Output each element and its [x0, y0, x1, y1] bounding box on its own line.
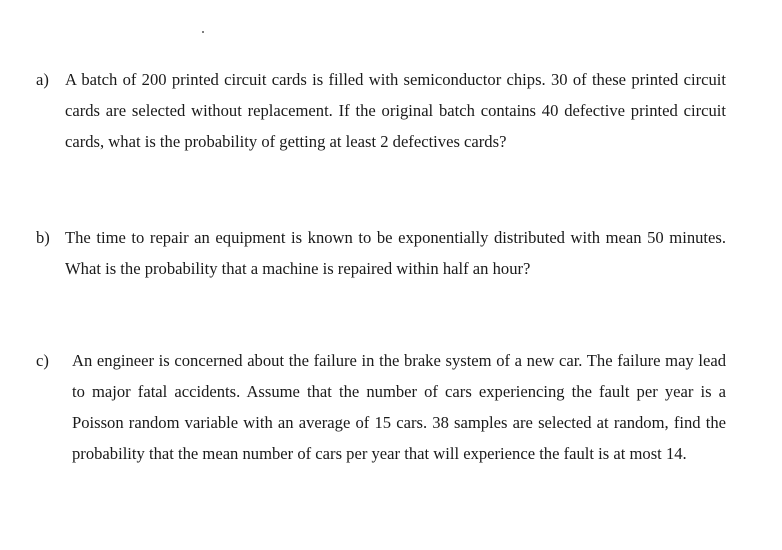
question-a-text: A batch of 200 printed circuit cards is filled with semiconductor chips. 30 of these printed circuit cards are selected without replacement. If the original batch contains 40 defective printed circuit cards, what is the probability of getting at least 2 defectives cards?: [65, 70, 726, 151]
scan-speck: [202, 31, 204, 33]
question-a-label: a): [36, 70, 49, 89]
question-b-text: The time to repair an equipment is known to be exponentially distributed with mean 50 minutes. What is the probability that a machine is repaired within half an hour?: [65, 228, 726, 278]
question-b-label: b): [36, 228, 50, 247]
question-c-text: An engineer is concerned about the failure in the brake system of a new car. The failure may lead to major fatal accidents. Assume that the number of cars experiencing the fault per year is a Poisson random variable with an average of 15 cars. 38 samples are selected at random, find the probability that the mean number of cars per year that will experience the fault is at most 14.: [72, 351, 726, 463]
question-c-label: c): [36, 351, 49, 370]
